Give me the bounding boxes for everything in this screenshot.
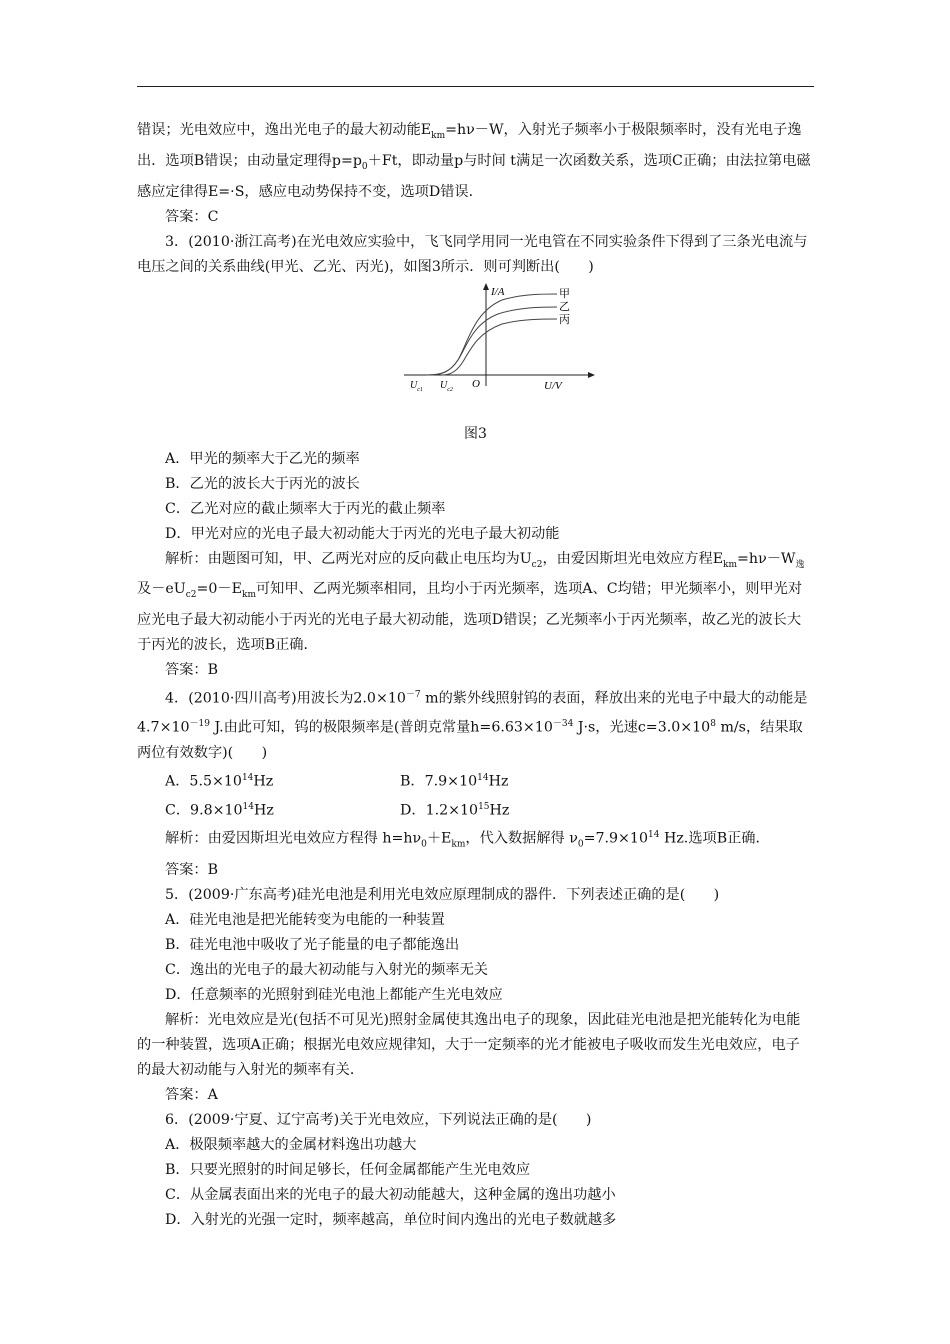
q4-options-row-2 [137, 795, 814, 824]
answer-2: 答案：C [165, 208, 219, 225]
q3-analysis: 解析：由题图可知，甲、乙两光对应的反向截止电压均为$U_{c2}$，由爱因斯坦光电效应方程$E_{km}=h\nu-W_逸$及$-eU_{c2}=0-E_{km}$可知甲、乙两光频率相同，且均小于丙光频率，选项A、C均错；甲光频率小，则甲光对应光电子最大初动能小于丙光的光电子最大初动能，选项D错误；乙光频率小于丙光频率，故乙光的波长大于丙光的波长，选项B正确． [137, 550, 805, 654]
q5-option-d: D．任意频率的光照射到硅光电池上都能产生光电效应 [165, 986, 503, 1003]
q3-option-c: C．乙光对应的截止频率大于丙光的截止频率 [165, 500, 446, 517]
q5-option-c: C．逸出的光电子的最大初动能与入射光的频率无关 [165, 961, 488, 978]
curve-label-jia: 甲 [559, 286, 570, 300]
x-axis-arrow [588, 372, 595, 378]
figure-3 [137, 282, 814, 422]
q6-option-c: C．从金属表面出来的光电子的最大初动能越大，这种金属的逸出功越小 [165, 1186, 616, 1203]
curve-yi [427, 307, 557, 375]
curve-bing [442, 319, 557, 375]
q4-option-c: C．$9.8\times 10^{14}Hz$ [165, 801, 274, 819]
question-3-stem: 3．(2010·浙江高考)在光电效应实验中，飞飞同学用同一光电管在不同实验条件下得到了三条光电流与电压之间的关系曲线(甲光、乙光、丙光)，如图3所示．则可判断出( ) [137, 233, 808, 275]
uc1-label: $U_{c1}$ [410, 379, 423, 393]
answer-5: 答案：A [165, 1086, 218, 1103]
q6-option-d: D．入射光的光强一定时，频率越高，单位时间内逸出的光电子数就越多 [165, 1211, 617, 1228]
curve-jia [427, 294, 557, 375]
q3-option-b: B．乙光的波长大于丙光的波长 [165, 475, 360, 492]
curve-label-bing: 丙 [559, 312, 570, 326]
q4-options-row-1 [137, 766, 814, 795]
previous-analysis: 错误；光电效应中，逸出光电子的最大初动能$E_{km}=h\nu-W$，入射光子频率小于极限频率时，没有光电子逸出．选项B错误；由动量定理得$p=p_0+Ft$，即动量p与时间 t满足一次函数关系，选项C正确；由法拉第电磁感应定律得E=·S，感应电动势保持不变，选项D错误． [137, 122, 811, 200]
q5-analysis: 解析：光电效应是光(包括不可见光)照射金属使其逸出电子的现象，因此硅光电池是把光能转化为电能的一种装置，选项A正确；根据光电效应规律知，大于一定频率的光才能被电子吸收而发生光电效应，电子的最大初动能与入射光的频率有关． [137, 1011, 801, 1078]
q4-option-d: D．$1.2\times 10^{15}Hz$ [400, 801, 510, 819]
origin-label: O [472, 377, 480, 390]
x-axis-label: U/V [544, 379, 562, 392]
document-body [137, 118, 814, 1233]
figure-3-caption: 图3 [464, 425, 487, 442]
question-4-stem: 4．(2010·四川高考)用波长为$2.0\times 10^{-7}$ m的紫外线照射钨的表面，释放出来的光电子中最大的动能是$4.7\times 10^{-19}$ J.由此可知，钨的极限频率是(普朗克常量$h=6.63\times 10^{-34}$ J·s，光速$c=3.0\times 10^8$ m/s，结果取两位有效数字)( ) [137, 690, 808, 761]
y-axis-arrow [483, 283, 489, 290]
q6-option-b: B．只要光照射的时间足够长，任何金属都能产生光电效应 [165, 1161, 531, 1178]
answer-4: 答案：B [165, 861, 218, 878]
q3-option-a: A．甲光的频率大于乙光的频率 [165, 450, 360, 467]
q6-option-a: A．极限频率越大的金属材料逸出功越大 [165, 1136, 417, 1153]
curve-label-yi: 乙 [559, 299, 570, 313]
question-5-stem: 5．(2009·广东高考)硅光电池是利用光电效应原理制成的器件．下列表述正确的是( ) [165, 886, 720, 903]
q4-option-a: A．$5.5\times 10^{14}Hz$ [165, 772, 274, 790]
answer-3: 答案：B [165, 662, 218, 679]
q5-option-b: B．硅光电池中吸收了光子能量的电子都能逸出 [165, 936, 460, 953]
uc2-label: $U_{c2}$ [440, 379, 453, 393]
q4-option-b: B．$7.9\times 10^{14}Hz$ [400, 772, 509, 790]
iv-curve-graph [402, 282, 602, 394]
q5-option-a: A．硅光电池是把光能转变为电能的一种装置 [165, 911, 445, 928]
q4-analysis: 解析：由爱因斯坦光电效应方程得 $h=h\nu_0+E_{km}$，代入数据解得 $\nu_0=7.9\times 10^{14}$ Hz.选项B正确． [165, 830, 770, 850]
question-6-stem: 6．(2009·宁夏、辽宁高考)关于光电效应，下列说法正确的是( ) [165, 1111, 592, 1128]
y-axis-label: I/A [491, 285, 505, 298]
header-rule [137, 86, 814, 87]
q3-option-d: D．甲光对应的光电子最大初动能大于丙光的光电子最大初动能 [165, 525, 560, 542]
